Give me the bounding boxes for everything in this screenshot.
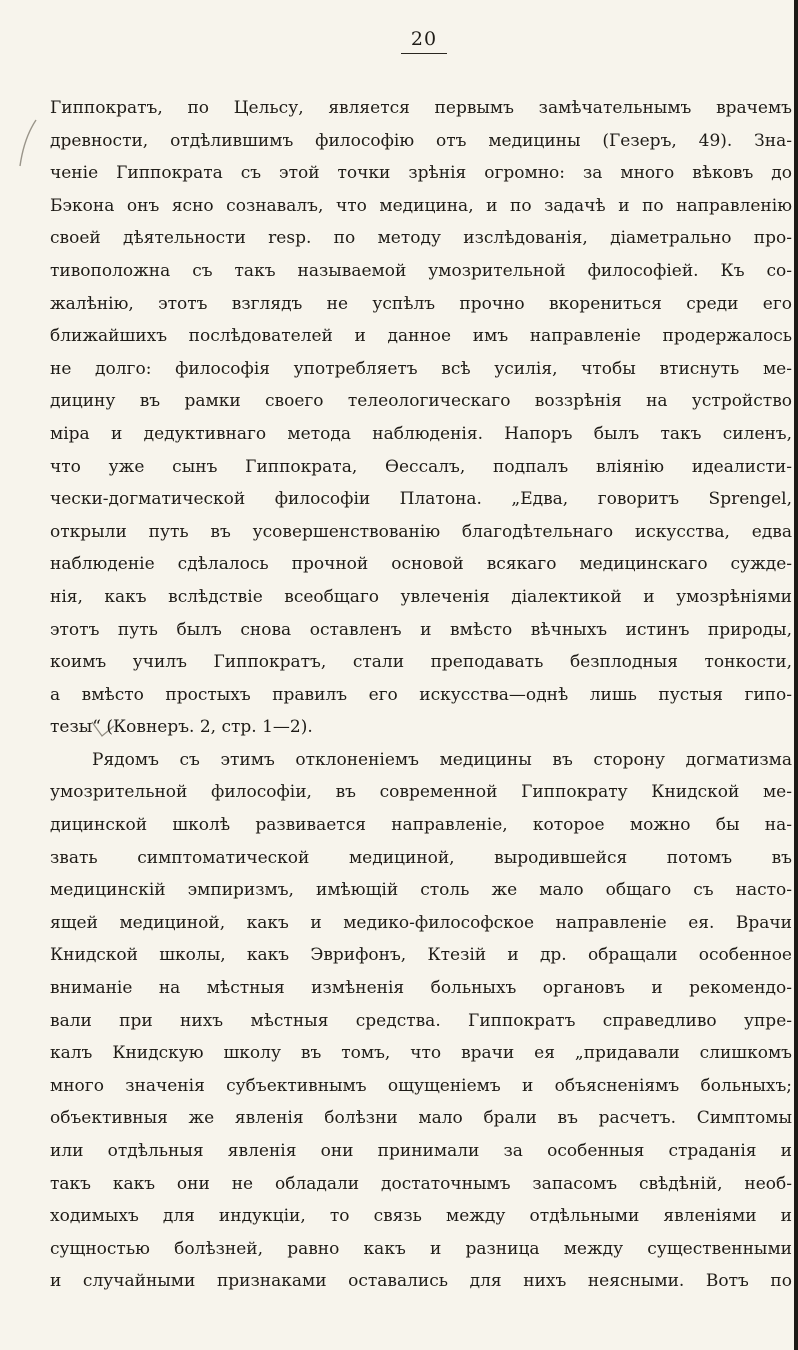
body-text <box>50 92 792 1298</box>
text-line: что уже сынъ Гиппократа, Ѳессалъ, подпалъ вліянію идеалисти- <box>50 456 792 477</box>
text-line: дицину въ рамки своего телеологическаго воззрѣнія на устройство <box>50 391 792 412</box>
text-line: много значенія субъективнымъ ощущеніемъ и объясненіямъ больныхъ; <box>50 1075 792 1096</box>
text-line: ходимыхъ для индукціи, то связь между отдѣльными явленіями и <box>50 1206 792 1227</box>
text-line: медицинскій эмпиризмъ, имѣющій столь же мало общаго съ насто- <box>50 880 792 901</box>
text-line: открыли путь въ усовершенствованію благодѣтельнаго искусства, едва <box>50 521 792 542</box>
text-line: объективныя же явленія болѣзни мало брали въ расчетъ. Симптомы <box>50 1108 792 1129</box>
text-line: вниманіе на мѣстныя измѣненія больныхъ органовъ и рекомендо- <box>50 978 792 999</box>
text-line: ящей медициной, какъ и медико-философское направленіе ея. Врачи <box>50 912 792 933</box>
text-line: Гиппократъ, по Цельсу, является первымъ замѣчательнымъ врачемъ <box>50 98 792 118</box>
text-line: ченіе Гиппократа съ этой точки зрѣнія огромно: за много вѣковъ до <box>50 163 792 184</box>
text-line: не долго: философія употребляетъ всѣ усилія, чтобы втиснуть ме- <box>50 358 792 379</box>
text-line: наблюденіе сдѣлалось прочной основой всякаго медицинскаго сужде- <box>50 554 792 575</box>
text-line: дицинской школѣ развивается направленіе, которое можно бы на- <box>50 815 792 836</box>
text-line: чески-догматической философіи Платона. „Едва, говоритъ Sprengel, <box>50 489 792 510</box>
page-binding-edge <box>794 0 798 1350</box>
text-line: Бэкона онъ ясно сознавалъ, что медицина, и по задачѣ и по направленію <box>50 195 792 216</box>
text-line: или отдѣльныя явленія они принимали за особенныя страданія и <box>50 1141 792 1161</box>
page-number: 20 <box>0 28 798 54</box>
pencil-margin-mark-icon <box>14 118 40 168</box>
text-line: такъ какъ они не обладали достаточнымъ запасомъ свѣдѣній, необ- <box>50 1173 792 1194</box>
text-line: тивоположна съ такъ называемой умозрительной философіей. Къ со- <box>50 260 792 281</box>
text-line: а вмѣсто простыхъ правилъ его искусства—однѣ лишь пустыя гипо- <box>50 684 792 705</box>
text-line: жалѣнію, этотъ взглядъ не успѣлъ прочно вкорениться среди его <box>50 293 792 314</box>
text-line: коимъ училъ Гиппократъ, стали преподавать безплодныя тонкости, <box>50 652 792 673</box>
text-line: Книдской школы, какъ Эврифонъ, Ктезій и др. обращали особенное <box>50 945 792 966</box>
text-line: умозрительной философіи, въ современной Гиппократу Книдской ме- <box>50 782 792 803</box>
text-line-paragraph-start: Рядомъ съ этимъ отклоненіемъ медицины въ сторону догматизма <box>92 749 792 770</box>
text-line: ближайшихъ послѣдователей и данное имъ направленіе продержалось <box>50 326 792 347</box>
text-line: калъ Книдскую школу въ томъ, что врачи ея „придавали слишкомъ <box>50 1043 792 1064</box>
text-line: звать симптоматической медициной, выродившейся потомъ въ <box>50 847 792 868</box>
text-line: тезы“ (Ковнеръ. 2, стр. 1—2). <box>50 717 313 738</box>
text-line: нія, какъ вслѣдствіе всеобщаго увлеченія діалектикой и умозрѣніями <box>50 586 792 607</box>
text-line: древности, отдѣлившимъ философію отъ медицины (Гезеръ, 49). Зна- <box>50 130 792 151</box>
text-line: сущностью болѣзней, равно какъ и разница между существенными <box>50 1238 792 1259</box>
text-line: этотъ путь былъ снова оставленъ и вмѣсто вѣчныхъ истинъ природы, <box>50 619 792 640</box>
text-line: своей дѣятельности resp. по методу изслѣдованія, діаметрально про- <box>50 228 792 249</box>
text-line: міра и дедуктивнаго метода наблюденія. Напоръ былъ такъ силенъ, <box>50 423 792 444</box>
text-line: и случайными признаками оставались для нихъ неясными. Вотъ по <box>50 1271 792 1292</box>
text-line: вали при нихъ мѣстныя средства. Гиппократъ справедливо упре- <box>50 1010 792 1031</box>
